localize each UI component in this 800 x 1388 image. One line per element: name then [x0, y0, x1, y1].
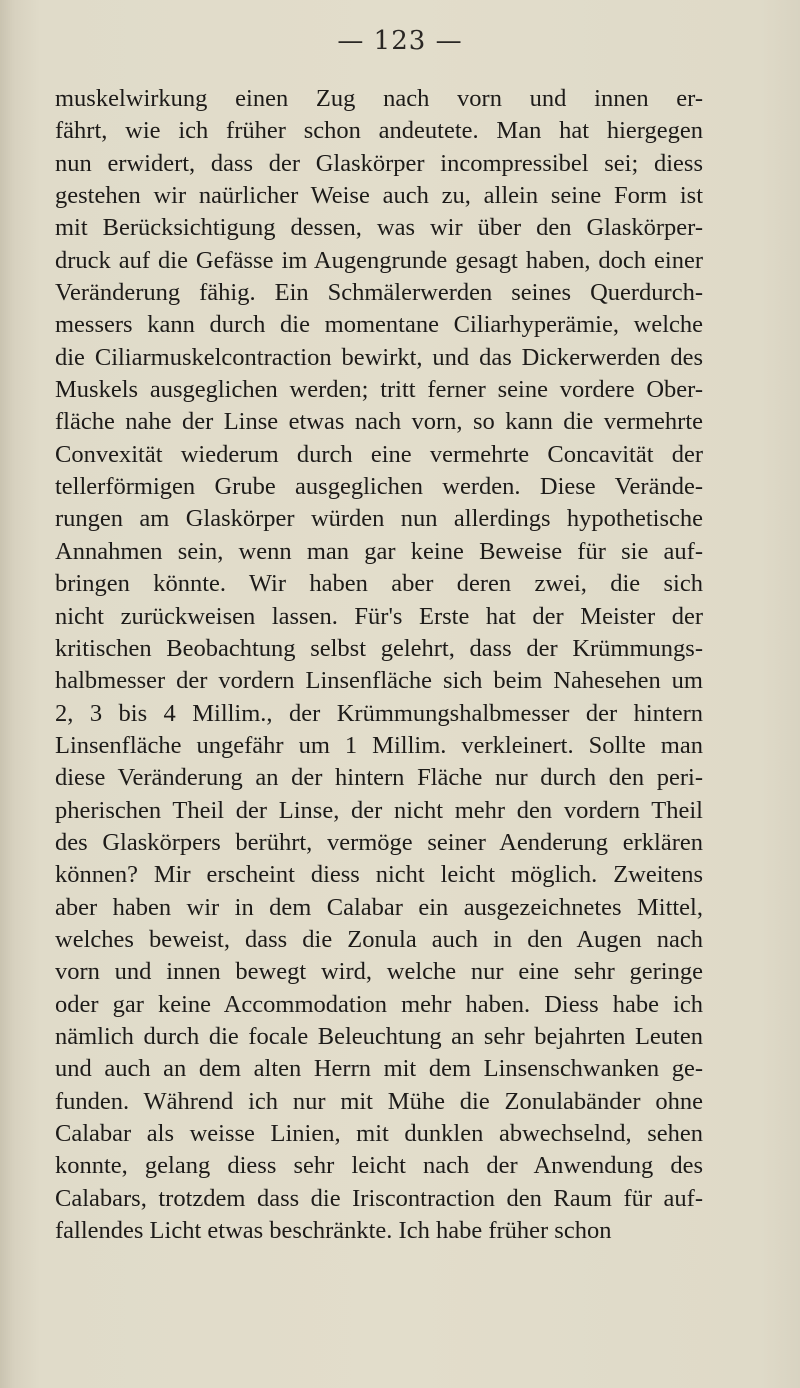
- text-line: druck auf die Gefässe im Augengrunde gesagt haben, doch einer: [55, 246, 703, 274]
- text-line: bringen könnte. Wir haben aber deren zwei, die sich: [55, 570, 703, 598]
- text-line: rungen am Glaskörper würden nun allerdings hypothetische: [55, 505, 703, 533]
- text-line: fährt, wie ich früher schon andeutete. Man hat hiergegen: [55, 117, 703, 145]
- text-line: fläche nahe der Linse etwas nach vorn, so kann die vermehrte: [55, 408, 703, 436]
- text-line: Linsenfläche ungefähr um 1 Millim. verkleinert. Sollte man: [55, 731, 703, 759]
- text-line: vorn und innen bewegt wird, welche nur eine sehr geringe: [55, 958, 703, 986]
- text-line: die Ciliarmuskelcontraction bewirkt, und das Dickerwerden des: [55, 343, 703, 371]
- text-line: Calabar als weisse Linien, mit dunklen abwechselnd, sehen: [55, 1120, 703, 1147]
- text-line: Calabars, trotzdem dass die Iriscontraction den Raum für auf-: [55, 1184, 703, 1212]
- text-line: mit Berücksichtigung dessen, was wir über den Glaskörper-: [55, 214, 703, 242]
- text-line: des Glaskörpers berührt, vermöge seiner Aenderung erklären: [55, 828, 703, 856]
- text-line: Veränderung fähig. Ein Schmälerwerden seines Querdurch-: [55, 279, 703, 307]
- text-line: aber haben wir in dem Calabar ein ausgezeichnetes Mittel,: [55, 893, 703, 921]
- text-line: Muskels ausgeglichen werden; tritt ferner seine vordere Ober-: [55, 376, 703, 404]
- text-line: oder gar keine Accommodation mehr haben. Diess habe ich: [55, 990, 703, 1018]
- text-line: nicht zurückweisen lassen. Für's Erste hat der Meister der: [55, 602, 703, 630]
- text-line: tellerförmigen Grube ausgeglichen werden. Diese Verände-: [55, 473, 703, 501]
- text-line: funden. Während ich nur mit Mühe die Zonulabänder ohne: [55, 1087, 703, 1115]
- text-line: können? Mir erscheint diess nicht leicht möglich. Zweitens: [55, 861, 703, 889]
- text-line: messers kann durch die momentane Ciliarhyperämie, welche: [55, 311, 703, 339]
- text-line: 2, 3 bis 4 Millim., der Krümmungshalbmesser der hintern: [55, 699, 703, 727]
- text-line: konnte, gelang diess sehr leicht nach der Anwendung des: [55, 1152, 703, 1180]
- text-line: halbmesser der vordern Linsenfläche sich beim Nahesehen um: [55, 667, 703, 695]
- text-line: kritischen Beobachtung selbst gelehrt, dass der Krümmungs-: [55, 634, 703, 662]
- text-line: nun erwidert, dass der Glaskörper incompressibel sei; diess: [55, 149, 703, 177]
- text-line: Annahmen sein, wenn man gar keine Beweise für sie auf-: [55, 537, 703, 565]
- text-line: fallendes Licht etwas beschränkte. Ich habe früher schon: [55, 1217, 612, 1245]
- text-line: diese Veränderung an der hintern Fläche nur durch den peri-: [55, 764, 703, 792]
- text-line: gestehen wir naürlicher Weise auch zu, allein seine Form ist: [55, 182, 703, 210]
- text-line: Convexität wiederum durch eine vermehrte Concavität der: [55, 440, 703, 468]
- text-line: nämlich durch die focale Beleuchtung an sehr bejahrten Leuten: [55, 1022, 703, 1050]
- body-text: [55, 83, 703, 1247]
- text-line: welches beweist, dass die Zonula auch in den Augen nach: [55, 925, 703, 953]
- text-line: pherischen Theil der Linse, der nicht mehr den vordern Theil: [55, 796, 703, 824]
- page-number: — 123 —: [337, 26, 463, 56]
- text-line: und auch an dem alten Herrn mit dem Linsenschwanken ge-: [55, 1055, 703, 1083]
- text-line: muskelwirkung einen Zug nach vorn und innen er-: [55, 85, 703, 112]
